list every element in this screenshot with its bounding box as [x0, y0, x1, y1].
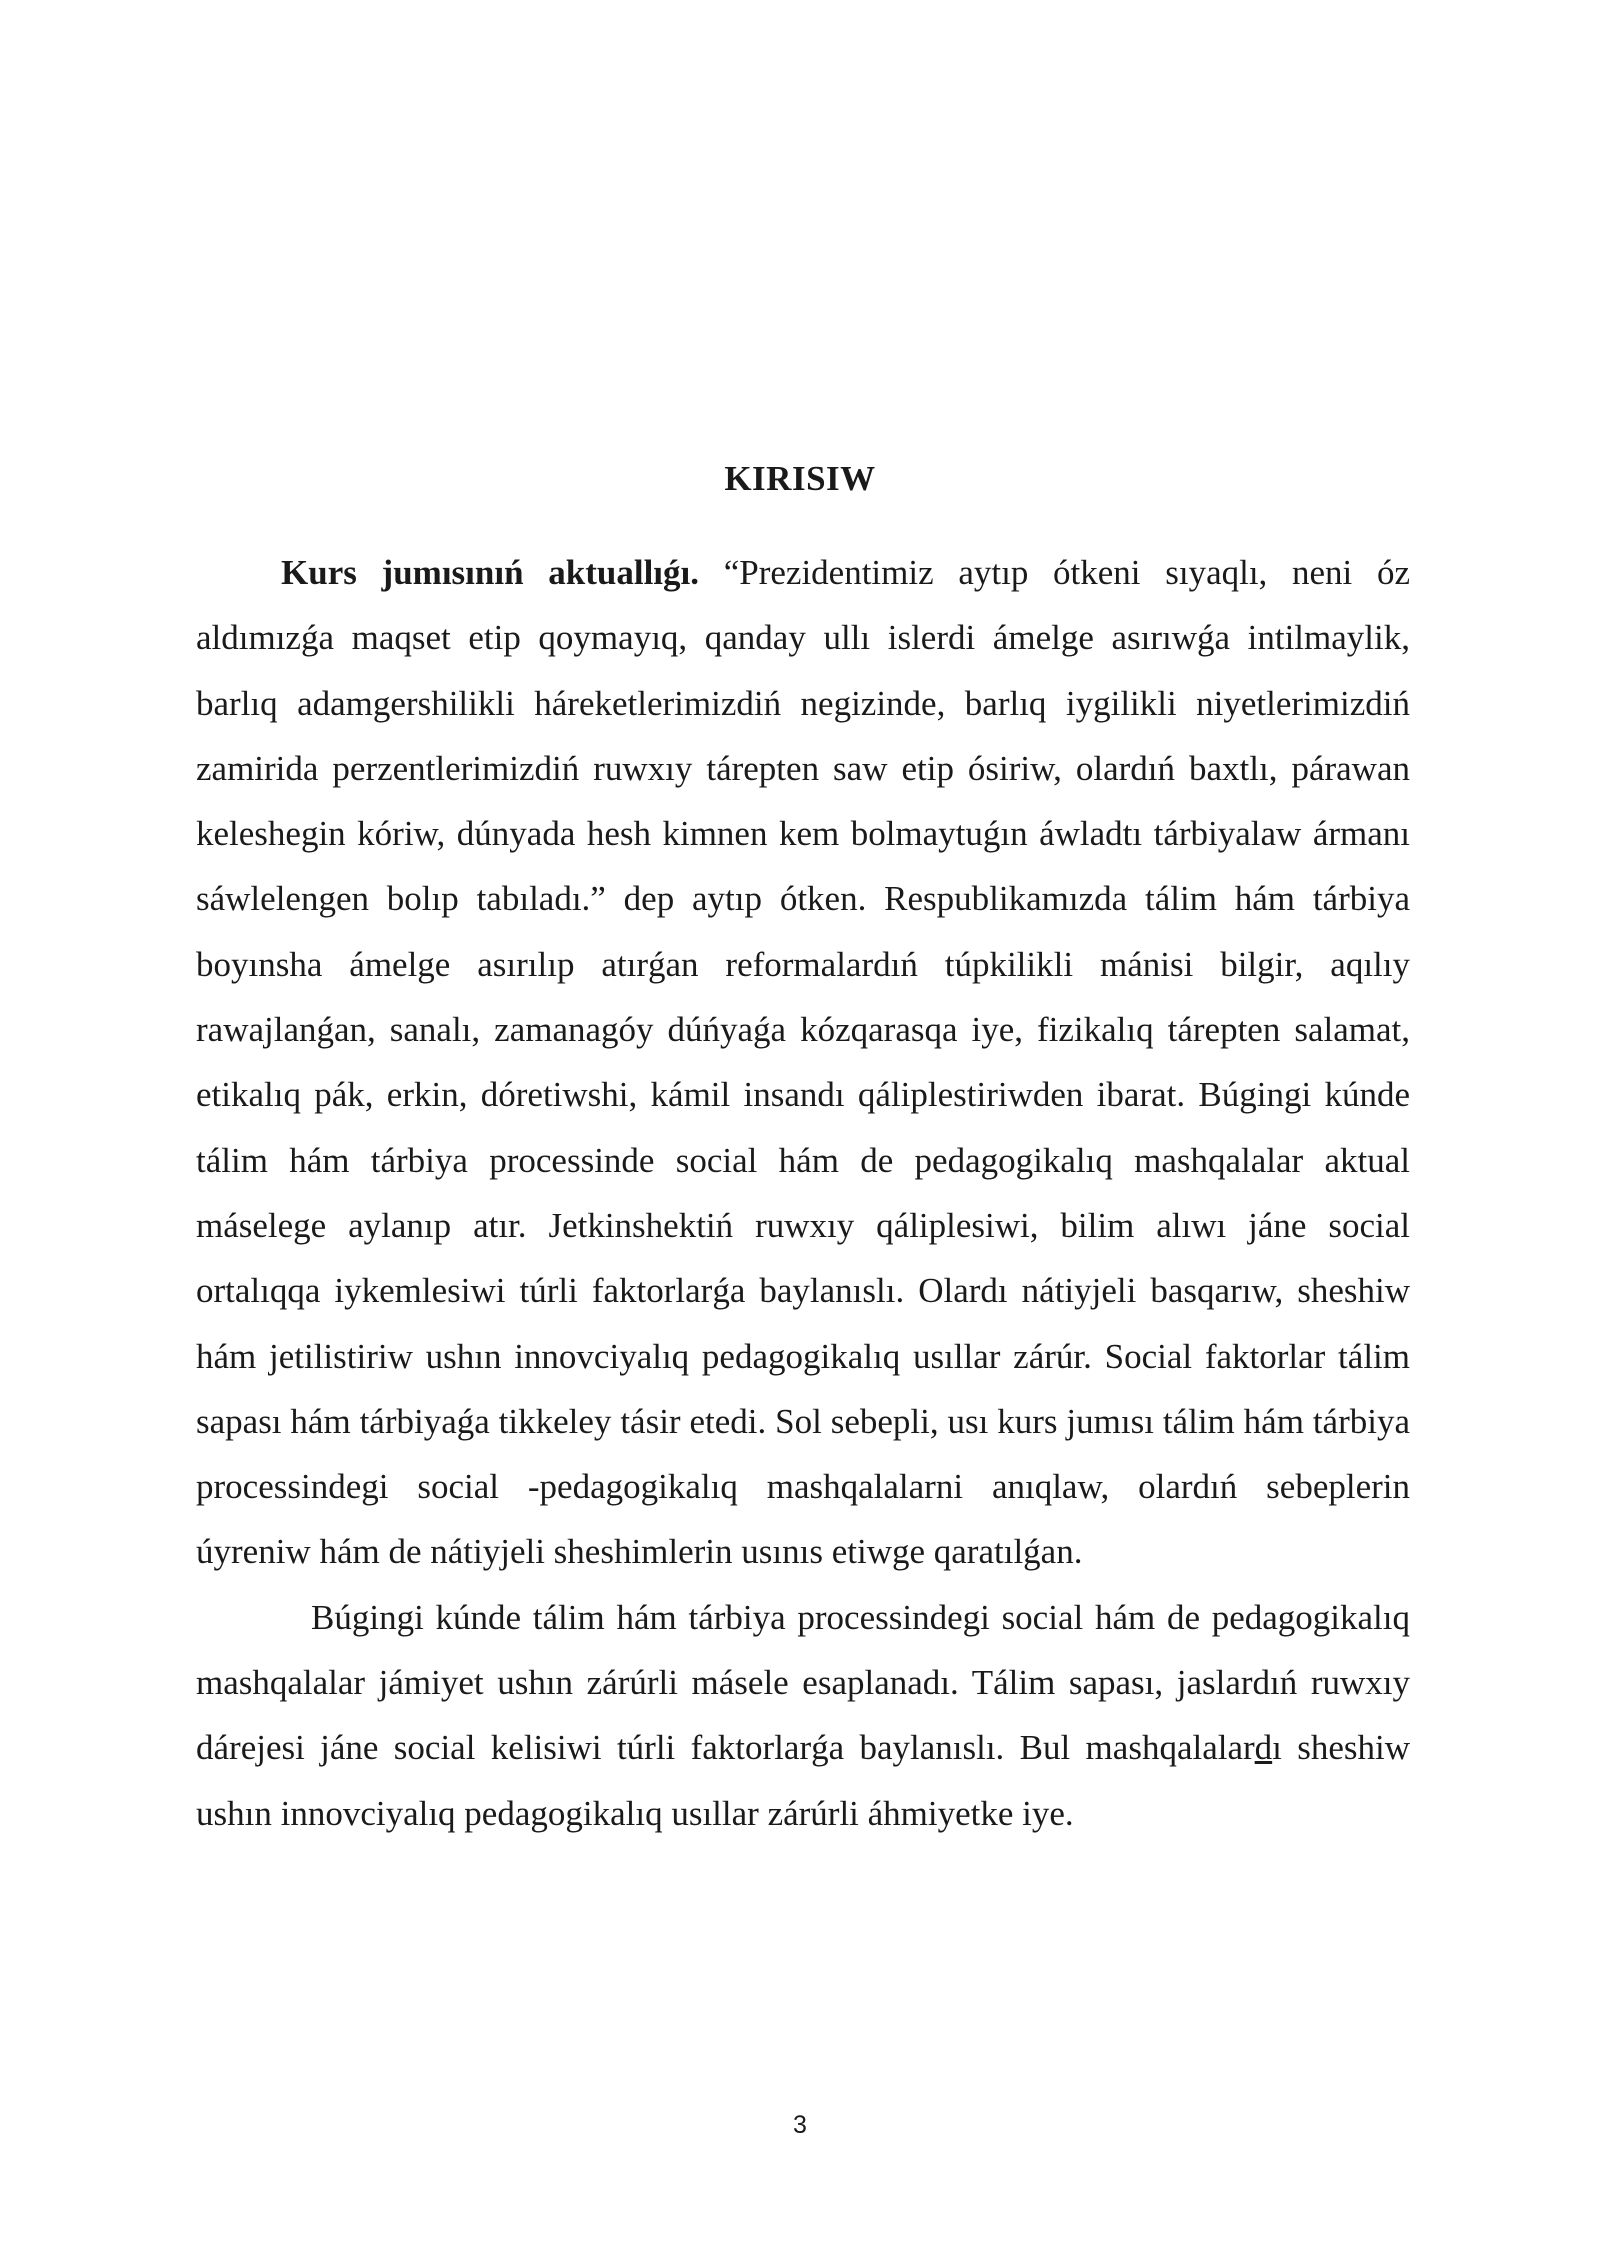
- paragraph-2-part-1: Búgingi kúnde tálim hám tárbiya processindegi social hám de pedagogikalıq mashqalalar jámiyet ushın zárúrli másele esaplanadı. Tálim sapası, jaslardıń ruwxıy dárejesi jáne social kelisiwi túrli faktorlarǵa baylanıslı. Bul mashqalalar: [196, 1597, 1410, 1768]
- paragraph-2-part-2: ı sheshiw ushın innovciyalıq pedagogikalıq usıllar zárúrli áhmiyetke iye.: [196, 1728, 1410, 1833]
- paragraph-1: [196, 540, 1410, 1585]
- page-number: 3: [793, 2111, 807, 2139]
- paragraph-1-lead: Kurs jumısınıń aktuallıǵı.: [281, 553, 699, 592]
- paragraph-2: [196, 1585, 1410, 1846]
- section-heading: KIRISIW: [724, 459, 876, 498]
- paragraph-2-underlined-char: d: [1254, 1728, 1273, 1768]
- body-text: [196, 540, 1410, 1846]
- paragraph-1-body: “Prezidentimiz aytıp ótkeni sıyaqlı, neni óz aldımızǵa maqset etip qoymayıq, qanday ullı islerdi ámelge asırıwǵa intilmaylik, barlıq adamgershilikli háreketlerimizdiń negizinde, barlıq iygilikli niyetlerimizdiń zamirida perzentlerimizdiń ruwxıy tárepten saw etip ósiriw, olardıń baxtlı, párawan keleshegin kóriw, dúnyada hesh kimnen kem bolmaytuǵın áwladtı tárbiyalaw ármanı sáwlelengen bolıp tabıladı.” dep aytıp ótken. Respublikamızda tálim hám tárbiya boyınsha ámelge asırılıp atırǵan reformalardıń túpkilikli mánisi bilgir, aqılıy rawajlanǵan, sanalı, zamanagóy dúńyaǵa kózqarasqa iye, fizikalıq tárepten salamat, etikalıq pák, erkin, dóretiwshi, kámil insandı qáliplestiriwden ibarat. Búgingi kúnde tálim hám tárbiya processinde social hám de pedagogikalıq mashqalalar aktual máselege aylanıp atır. Jetkinshektiń ruwxıy qáliplesiwi, bilim alıwı jáne social ortalıqqa iykemlesiwi túrli faktorlarǵa baylanıslı. Olardı nátiyjeli basqarıw, sheshiw hám jetilistiriw ushın innovciyalıq pedagogikalıq usıllar zárúr. Social faktorlar tálim sapası hám tárbiyaǵa tikkeley tásir etedi. Sol sebepli, usı kurs jumısı tálim hám tárbiya processindegi social -pedagogikalıq mashqalalarni anıqlaw, olardıń sebeplerin úyreniw hám de nátiyjeli sheshimlerin usınıs etiwge qaratılǵan.: [196, 553, 1411, 1572]
